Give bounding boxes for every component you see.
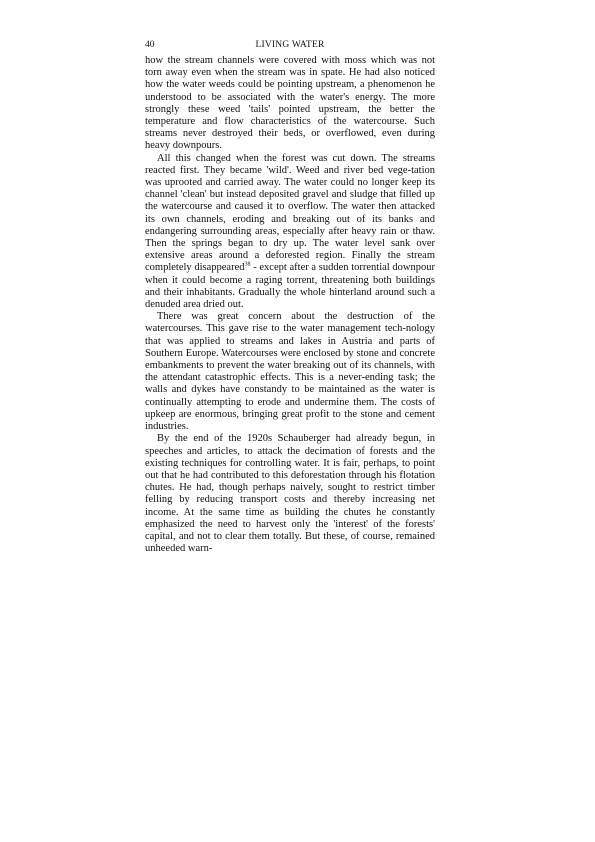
paragraph-text: - except after a sudden torrential downpour when it could become a raging torrent, threatening both buildings and their inhabitants. Gradually the whole hinterland around such a denuded area dried out.: [145, 262, 435, 311]
footnote-reference: 38: [244, 261, 251, 268]
paragraph-water-management: There was great concern about the destruction of the watercourses. This gave rise to the water management tech-nology that was applied to streams and lakes in Austria and parts of Southern Europe. Watercourses were enclosed by stone and concrete embankments to prevent the water breaking out of its channels, with the attendant catastrophic effects. This is a never-ending task; the walls and dykes have constandy to be maintained as the water is continually attempting to erode and undermine them. The costs of upkeep are enormous, bringing great profit to the stone and cement industries.: [145, 311, 435, 433]
paragraph-schauberger: By the end of the 1920s Schauberger had already begun, in speeches and articles, to attack the decimation of forests and the existing techniques for controlling water. It is fair, perhaps, to point out that he had contributed to this deforestation through his flotation chutes. He had, though perhaps naively, sought to restrict timber felling by reducing transport costs and thereby increasing net income. At the same time as building the chutes he constantly emphasized the need to harvest only the 'interest' of the forests' capital, and not to clear them totally. But these, of course, remained unheeded warn-: [145, 433, 435, 555]
paragraph-forest-cut: [145, 153, 435, 312]
paragraph-text: All this changed when the forest was cut down. The streams reacted first. They became 'wild'. Weed and river bed vege-tation was uprooted and carried away. The water could no longer keep its channel 'clean' but instead deposited gravel and sludge that filled up the watercourse and caused it to overflow. The water then attacked its own channels, eroding and breaking out of its banks and endangering surrounding areas, especially after heavy rain or thaw. Then the springs began to dry up. The water level sank over extensive areas around a deforested region. Finally the stream completely disappeared: [145, 152, 435, 274]
running-head: [145, 38, 435, 52]
paragraph-continued: how the stream channels were covered with moss which was not torn away even when the stream was in spate. He had also noticed how the water weeds could be pointing upstream, a phenomenon he understood to be associated with the water's energy. The more strongly these weed 'tails' pointed upstream, the better the temperature and flow characteristics of the watercourse. Such streams never destroyed their beds, or overflowed, even during heavy downpours.: [145, 55, 435, 152]
page-number: 40: [145, 40, 155, 50]
body-text: [145, 55, 435, 555]
running-title: LIVING WATER: [255, 40, 325, 50]
